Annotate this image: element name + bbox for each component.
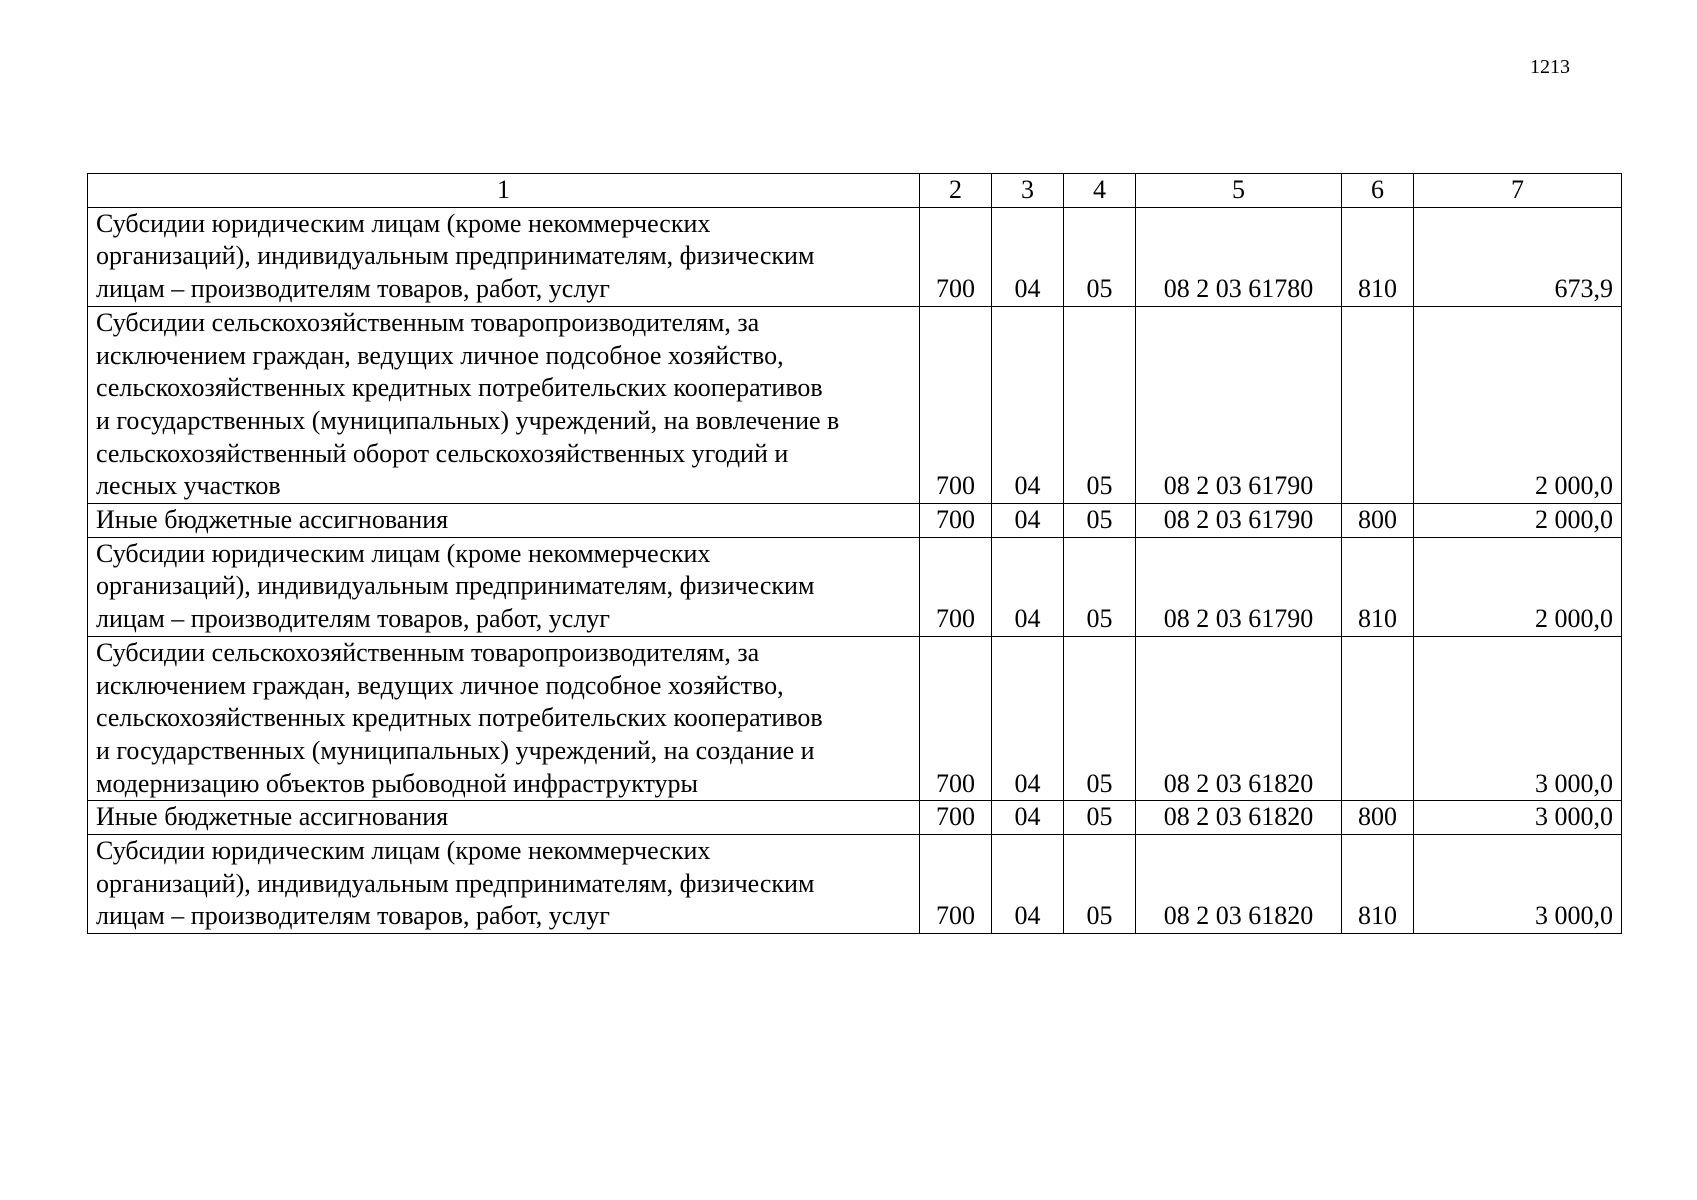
section-code: 04 (992, 801, 1064, 835)
expense-type-code: 810 (1342, 207, 1414, 306)
description-line: исключением граждан, ведущих личное подсобное хозяйство, (96, 670, 784, 700)
column-header: 5 (1136, 174, 1342, 208)
amount: 3 000,0 (1414, 835, 1622, 934)
description-line: лицам – производителям товаров, работ, услуг (96, 604, 610, 634)
column-header: 2 (920, 174, 992, 208)
row-description (88, 504, 920, 538)
description-line: Субсидии юридическим лицам (кроме некоммерческих (96, 538, 711, 568)
amount: 3 000,0 (1414, 801, 1622, 835)
description-line: организаций), индивидуальным предпринимателям, физическим (96, 868, 815, 898)
target-article-code: 08 2 03 61790 (1136, 537, 1342, 636)
subsection-code: 05 (1064, 207, 1136, 306)
description-line: и государственных (муниципальных) учреждений, на вовлечение в (96, 405, 840, 435)
subsection-code: 05 (1064, 835, 1136, 934)
expense-type-code: 800 (1342, 801, 1414, 835)
target-article-code: 08 2 03 61790 (1136, 504, 1342, 538)
table-row (88, 207, 1622, 306)
row-description (88, 835, 920, 934)
amount: 2 000,0 (1414, 537, 1622, 636)
description-line: Субсидии сельскохозяйственным товаропроизводителям, за (96, 637, 760, 667)
amount: 3 000,0 (1414, 636, 1622, 801)
column-header: 1 (88, 174, 920, 208)
row-description (88, 636, 920, 801)
ministry-code: 700 (920, 306, 992, 503)
expense-type-code (1342, 306, 1414, 503)
target-article-code: 08 2 03 61820 (1136, 835, 1342, 934)
description-line: Субсидии юридическим лицам (кроме некоммерческих (96, 836, 711, 866)
ministry-code: 700 (920, 207, 992, 306)
subsection-code: 05 (1064, 306, 1136, 503)
amount: 673,9 (1414, 207, 1622, 306)
section-code: 04 (992, 306, 1064, 503)
column-header: 7 (1414, 174, 1622, 208)
description-line: Субсидии юридическим лицам (кроме некоммерческих (96, 208, 711, 238)
description-line: Субсидии сельскохозяйственным товаропроизводителям, за (96, 307, 760, 337)
description-line: сельскохозяйственный оборот сельскохозяйственных угодий и (96, 438, 789, 468)
section-code: 04 (992, 636, 1064, 801)
table-row (88, 835, 1622, 934)
amount: 2 000,0 (1414, 504, 1622, 538)
target-article-code: 08 2 03 61790 (1136, 306, 1342, 503)
description-line: Иные бюджетные ассигнования (96, 505, 449, 535)
target-article-code: 08 2 03 61820 (1136, 801, 1342, 835)
section-code: 04 (992, 207, 1064, 306)
page-number: 1213 (1530, 56, 1570, 78)
description-line: исключением граждан, ведущих личное подсобное хозяйство, (96, 340, 784, 370)
section-code: 04 (992, 504, 1064, 538)
table-row (88, 306, 1622, 503)
subsection-code: 05 (1064, 504, 1136, 538)
target-article-code: 08 2 03 61820 (1136, 636, 1342, 801)
ministry-code: 700 (920, 801, 992, 835)
row-description (88, 306, 920, 503)
ministry-code: 700 (920, 835, 992, 934)
row-description (88, 801, 920, 835)
column-header: 6 (1342, 174, 1414, 208)
description-line: сельскохозяйственных кредитных потребительских кооперативов (96, 373, 823, 403)
description-line: Иные бюджетные ассигнования (96, 802, 449, 832)
subsection-code: 05 (1064, 801, 1136, 835)
subsection-code: 05 (1064, 636, 1136, 801)
section-code: 04 (992, 835, 1064, 934)
table-row (88, 504, 1622, 538)
ministry-code: 700 (920, 537, 992, 636)
column-header: 3 (992, 174, 1064, 208)
target-article-code: 08 2 03 61780 (1136, 207, 1342, 306)
table-row (88, 537, 1622, 636)
expense-type-code: 810 (1342, 537, 1414, 636)
description-line: модернизацию объектов рыбоводной инфраструктуры (96, 768, 698, 798)
ministry-code: 700 (920, 504, 992, 538)
description-line: лицам – производителям товаров, работ, услуг (96, 901, 610, 931)
description-line: сельскохозяйственных кредитных потребительских кооперативов (96, 703, 823, 733)
subsection-code: 05 (1064, 537, 1136, 636)
expense-type-code: 810 (1342, 835, 1414, 934)
description-line: лесных участков (96, 471, 281, 501)
column-header: 4 (1064, 174, 1136, 208)
ministry-code: 700 (920, 636, 992, 801)
expense-type-code: 800 (1342, 504, 1414, 538)
description-line: организаций), индивидуальным предпринимателям, физическим (96, 571, 815, 601)
amount: 2 000,0 (1414, 306, 1622, 503)
budget-table (87, 173, 1622, 934)
description-line: организаций), индивидуальным предпринимателям, физическим (96, 241, 815, 271)
description-line: лицам – производителям товаров, работ, услуг (96, 274, 610, 304)
table-row (88, 801, 1622, 835)
table-row (88, 636, 1622, 801)
row-description (88, 207, 920, 306)
section-code: 04 (992, 537, 1064, 636)
expense-type-code (1342, 636, 1414, 801)
row-description (88, 537, 920, 636)
description-line: и государственных (муниципальных) учреждений, на создание и (96, 735, 815, 765)
table-header-row (88, 174, 1622, 208)
